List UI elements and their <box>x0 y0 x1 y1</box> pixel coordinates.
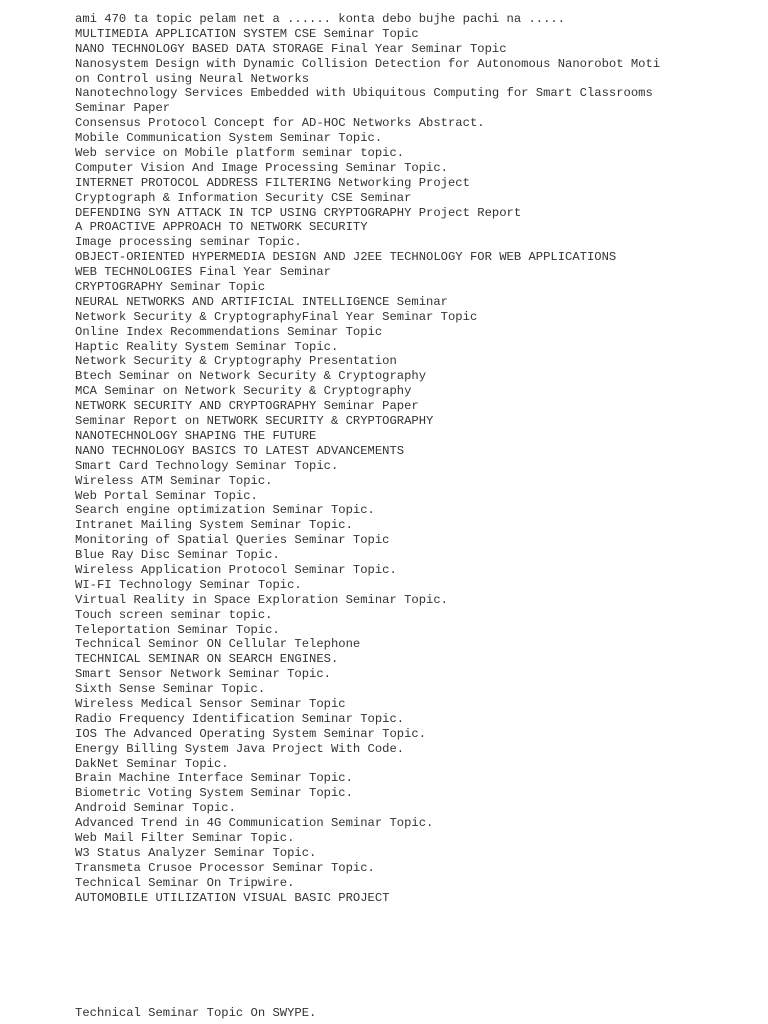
document-line: MCA Seminar on Network Security & Cryptography <box>75 384 412 399</box>
document-line: Biometric Voting System Seminar Topic. <box>75 786 353 801</box>
document-line: MULTIMEDIA APPLICATION SYSTEM CSE Seminar Topic <box>75 26 419 41</box>
document-line: Nanotechnology Services Embedded with Ubiquitous Computing for Smart Classrooms <box>75 86 653 101</box>
document-line: Intranet Mailing System Seminar Topic. <box>75 518 353 533</box>
footer-line: Technical Seminar Topic On SWYPE. <box>75 1006 317 1020</box>
document-line: TECHNICAL SEMINAR ON SEARCH ENGINES. <box>75 652 339 667</box>
document-line: Technical Seminor ON Cellular Telephone <box>75 637 361 652</box>
document-line: Technical Seminar On Tripwire. <box>75 875 295 890</box>
document-line: Web Portal Seminar Topic. <box>75 488 258 503</box>
document-line: Smart Card Technology Seminar Topic. <box>75 458 339 473</box>
document-body <box>75 12 755 905</box>
document-line: Virtual Reality in Space Exploration Seminar Topic. <box>75 592 448 607</box>
document-line: Search engine optimization Seminar Topic. <box>75 503 375 518</box>
document-line: W3 Status Analyzer Seminar Topic. <box>75 845 317 860</box>
document-line: ami 470 ta topic pelam net a ...... konta debo bujhe pachi na ..... <box>75 12 566 26</box>
document-line: Web service on Mobile platform seminar topic. <box>75 146 405 161</box>
document-line: Touch screen seminar topic. <box>75 607 273 622</box>
document-line: WEB TECHNOLOGIES Final Year Seminar <box>75 265 331 280</box>
document-line: Network Security & Cryptography Presentation <box>75 354 397 369</box>
document-line: Cryptograph & Information Security CSE Seminar <box>75 190 412 205</box>
document-line: NANOTECHNOLOGY SHAPING THE FUTURE <box>75 428 317 443</box>
document-line: NEURAL NETWORKS AND ARTIFICIAL INTELLIGENCE Seminar <box>75 294 448 309</box>
document-line: Online Index Recommendations Seminar Topic <box>75 324 383 339</box>
document-line: Sixth Sense Seminar Topic. <box>75 682 266 697</box>
document-line: A PROACTIVE APPROACH TO NETWORK SECURITY <box>75 220 368 235</box>
document-line: Seminar Paper <box>75 101 171 116</box>
document-line: Smart Sensor Network Seminar Topic. <box>75 667 331 682</box>
document-line: OBJECT-ORIENTED HYPERMEDIA DESIGN AND J2EE TECHNOLOGY FOR WEB APPLICATIONS <box>75 250 617 265</box>
document-line: Haptic Reality System Seminar Topic. <box>75 339 339 354</box>
document-line: Image processing seminar Topic. <box>75 235 302 250</box>
document-line: Advanced Trend in 4G Communication Seminar Topic. <box>75 816 434 831</box>
document-line: IOS The Advanced Operating System Seminar Topic. <box>75 726 427 741</box>
document-line: AUTOMOBILE UTILIZATION VISUAL BASIC PROJECT <box>75 890 390 905</box>
document-line: Consensus Protocol Concept for AD-HOC Networks Abstract. <box>75 116 485 131</box>
document-line: NETWORK SECURITY AND CRYPTOGRAPHY Seminar Paper <box>75 399 419 414</box>
document-line: DEFENDING SYN ATTACK IN TCP USING CRYPTOGRAPHY Project Report <box>75 205 522 220</box>
document-line: Brain Machine Interface Seminar Topic. <box>75 771 353 786</box>
document-line: Computer Vision And Image Processing Seminar Topic. <box>75 160 448 175</box>
document-line: INTERNET PROTOCOL ADDRESS FILTERING Networking Project <box>75 175 470 190</box>
document-line: NANO TECHNOLOGY BASED DATA STORAGE Final Year Seminar Topic <box>75 41 507 56</box>
document-line: Btech Seminar on Network Security & Cryptography <box>75 369 427 384</box>
document-line: CRYPTOGRAPHY Seminar Topic <box>75 280 266 295</box>
document-line: Wireless Application Protocol Seminar Topic. <box>75 562 397 577</box>
document-line: Energy Billing System Java Project With Code. <box>75 741 405 756</box>
document-line: Network Security & CryptographyFinal Year Seminar Topic <box>75 309 478 324</box>
document-line: Transmeta Crusoe Processor Seminar Topic. <box>75 860 375 875</box>
document-line: Wireless ATM Seminar Topic. <box>75 473 273 488</box>
document-line: Mobile Communication System Seminar Topic. <box>75 131 383 146</box>
document-line: Radio Frequency Identification Seminar Topic. <box>75 711 405 726</box>
document-line: Seminar Report on NETWORK SECURITY & CRYPTOGRAPHY <box>75 414 434 429</box>
document-line: NANO TECHNOLOGY BASICS TO LATEST ADVANCEMENTS <box>75 443 405 458</box>
document-line: Teleportation Seminar Topic. <box>75 622 280 637</box>
document-line: Blue Ray Disc Seminar Topic. <box>75 548 280 563</box>
document-line: DakNet Seminar Topic. <box>75 756 229 771</box>
document-line: Wireless Medical Sensor Seminar Topic <box>75 696 346 711</box>
document-line: Nanosystem Design with Dynamic Collision Detection for Autonomous Nanorobot Moti <box>75 56 661 71</box>
document-line: Monitoring of Spatial Queries Seminar Topic <box>75 533 390 548</box>
document-line: Android Seminar Topic. <box>75 801 236 816</box>
document-line: WI-FI Technology Seminar Topic. <box>75 577 302 592</box>
document-line: Web Mail Filter Seminar Topic. <box>75 830 295 845</box>
document-line: on Control using Neural Networks <box>75 71 310 86</box>
